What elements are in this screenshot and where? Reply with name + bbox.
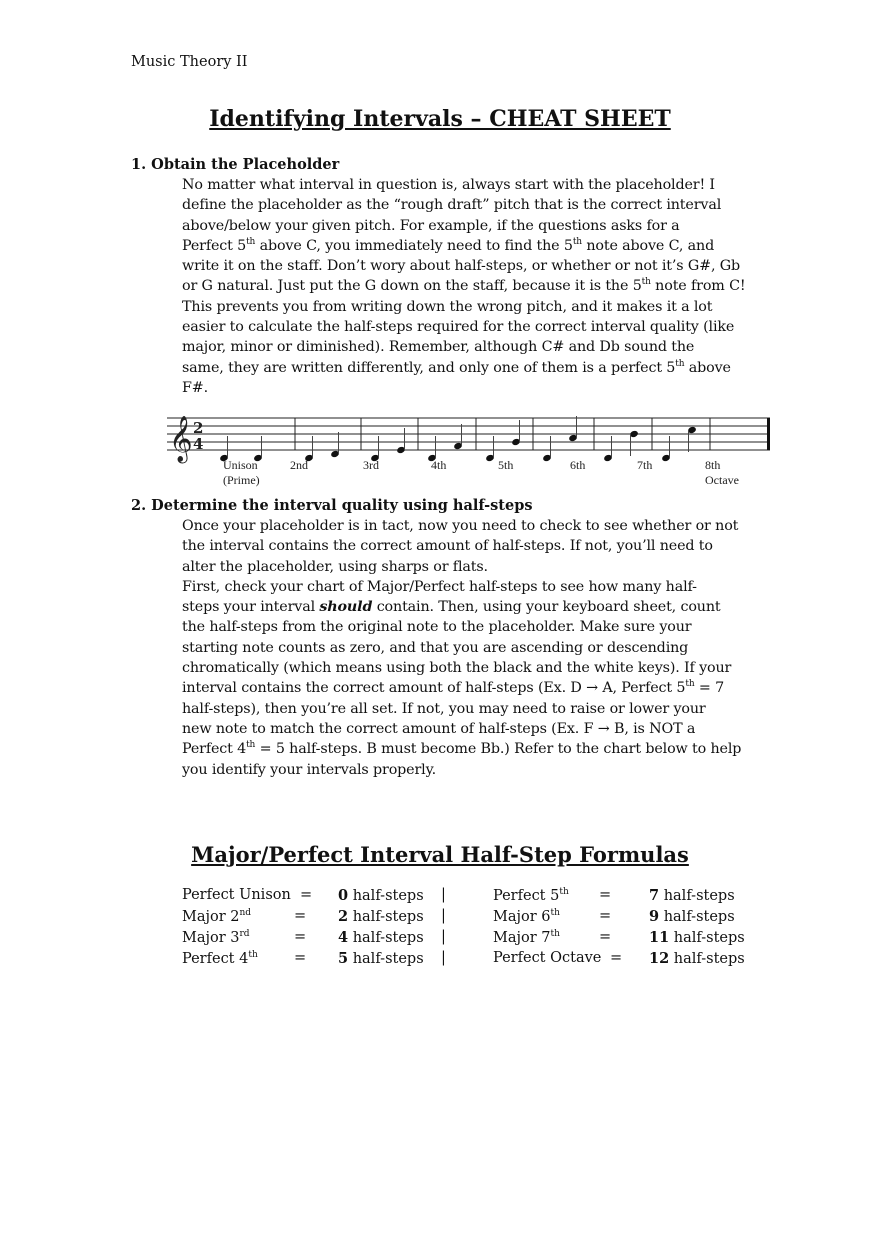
text-run: the half-steps from the original note to the placeholder. Make sure your bbox=[182, 619, 692, 636]
unit-label: half-steps bbox=[348, 888, 424, 904]
interval-name: Perfect Unison bbox=[182, 887, 291, 903]
unit-label: half-steps bbox=[669, 930, 745, 946]
superscript: th bbox=[550, 929, 560, 939]
interval-name: Perfect 4th bbox=[182, 950, 258, 967]
half-step-count bbox=[338, 908, 424, 925]
text-line bbox=[182, 760, 741, 780]
text-line bbox=[182, 358, 745, 378]
interval-label: 6th bbox=[570, 458, 586, 472]
text-run: above C, you immediately need to find the 5 bbox=[255, 237, 573, 254]
half-step-count bbox=[338, 950, 424, 967]
text-run: First, check your chart of Major/Perfect half-steps to see how many half- bbox=[182, 578, 697, 595]
text-run: half-steps), then you’re all set. If not, you may need to raise or lower your bbox=[182, 700, 706, 717]
interval-label: 4th bbox=[431, 458, 447, 472]
interval-staff-example bbox=[165, 408, 775, 494]
text-run: F#. bbox=[182, 379, 208, 396]
text-run: interval contains the correct amount of half-steps (Ex. D → A, Perfect 5 bbox=[182, 680, 686, 697]
half-step-count bbox=[649, 929, 745, 946]
text-run: define the placeholder as the “rough draft” pitch that is the correct interval bbox=[182, 197, 722, 214]
equals-sign: = bbox=[300, 887, 313, 903]
equals-sign: = bbox=[294, 908, 307, 924]
text-run: note from C! bbox=[650, 278, 746, 295]
count-value: 12 bbox=[649, 950, 670, 967]
text-line bbox=[182, 256, 745, 276]
equals-sign: = bbox=[599, 929, 612, 945]
text-run: alter the placeholder, using sharps or flats. bbox=[182, 558, 488, 575]
interval-label: 5th bbox=[498, 458, 514, 472]
text-run: the interval contains the correct amount of half-steps. If not, you’ll need to bbox=[182, 538, 713, 555]
superscript: th bbox=[685, 679, 695, 690]
equals-sign: = bbox=[599, 887, 612, 903]
count-value: 9 bbox=[649, 908, 660, 925]
interval-name: Perfect 5th bbox=[493, 887, 569, 904]
column-separator: | bbox=[441, 929, 446, 945]
text-run: same, they are written differently, and only one of them is a perfect 5 bbox=[182, 359, 676, 376]
superscript: th bbox=[675, 358, 685, 369]
text-run: No matter what interval in question is, always start with the placeholder! I bbox=[182, 177, 715, 193]
superscript: nd bbox=[239, 908, 252, 918]
text-run: write it on the staff. Don’t wory about half-steps, or whether or not it’s G#, Gb bbox=[182, 258, 741, 275]
equals-sign: = bbox=[599, 908, 612, 924]
half-step-count bbox=[649, 887, 735, 904]
emphasis: should bbox=[319, 599, 373, 616]
count-value: 7 bbox=[649, 887, 660, 904]
section-1-body bbox=[182, 175, 745, 398]
text-line bbox=[182, 236, 745, 256]
treble-clef-icon: 𝄞 bbox=[169, 416, 193, 462]
text-line bbox=[182, 557, 741, 577]
superscript: th bbox=[248, 950, 258, 960]
page-title: Identifying Intervals – CHEAT SHEET bbox=[209, 106, 671, 132]
interval-label: Octave bbox=[705, 473, 739, 487]
interval-label: 7th bbox=[637, 458, 653, 472]
text-line bbox=[182, 378, 745, 398]
text-line bbox=[182, 597, 741, 617]
unit-label: half-steps bbox=[348, 909, 424, 925]
text-line bbox=[182, 617, 741, 637]
page-header: Music Theory II bbox=[131, 54, 248, 70]
text-run: starting note counts as zero, and that you are ascending or descending bbox=[182, 639, 689, 656]
section-2-heading: 2. Determine the interval quality using half-steps bbox=[131, 497, 533, 514]
text-line bbox=[182, 317, 745, 337]
text-run: Perfect 4 bbox=[182, 741, 247, 758]
text-run: major, minor or diminished). Remember, although C# and Db sound the bbox=[182, 339, 695, 356]
text-line bbox=[182, 638, 741, 658]
text-line bbox=[182, 516, 741, 536]
count-value: 4 bbox=[338, 929, 349, 946]
superscript: rd bbox=[239, 929, 250, 939]
text-run: = 5 half-steps. B must become Bb.) Refer to the chart below to help bbox=[255, 741, 742, 758]
superscript: th bbox=[550, 908, 560, 918]
text-run: note above C, and bbox=[581, 237, 715, 254]
text-run: you identify your intervals properly. bbox=[182, 761, 436, 778]
column-separator: | bbox=[441, 887, 446, 903]
unit-label: half-steps bbox=[348, 930, 424, 946]
count-value: 11 bbox=[649, 929, 670, 946]
text-line bbox=[182, 297, 745, 317]
text-line bbox=[182, 536, 741, 556]
superscript: th bbox=[246, 237, 256, 248]
superscript: th bbox=[559, 887, 569, 897]
unit-label: half-steps bbox=[659, 888, 735, 904]
column-separator: | bbox=[441, 950, 446, 966]
half-step-count bbox=[649, 908, 735, 925]
interval-name: Major 2nd bbox=[182, 908, 252, 925]
interval-name: Major 7th bbox=[493, 929, 560, 946]
text-line bbox=[182, 739, 741, 759]
text-line bbox=[182, 337, 745, 357]
text-run: chromatically (which means using both the black and the white keys). If your bbox=[182, 660, 732, 677]
text-line bbox=[182, 719, 741, 739]
interval-name: Major 3rd bbox=[182, 929, 250, 946]
section-1-heading: 1. Obtain the Placeholder bbox=[131, 156, 340, 173]
interval-name: Perfect Octave bbox=[493, 950, 602, 966]
interval-label: (Prime) bbox=[223, 473, 260, 487]
text-run: steps your interval bbox=[182, 599, 320, 616]
text-line bbox=[182, 699, 741, 719]
count-value: 0 bbox=[338, 887, 349, 904]
text-run: above bbox=[684, 359, 731, 376]
interval-label: 8th bbox=[705, 458, 721, 472]
time-signature-top: 2 bbox=[193, 419, 204, 437]
interval-name: Major 6th bbox=[493, 908, 560, 925]
half-step-count bbox=[649, 950, 745, 967]
text-run: This prevents you from writing down the wrong pitch, and it makes it a lot bbox=[182, 298, 713, 315]
text-run: contain. Then, using your keyboard sheet, count bbox=[372, 599, 721, 616]
superscript: th bbox=[572, 237, 582, 248]
text-line bbox=[182, 577, 741, 597]
equals-sign: = bbox=[294, 950, 307, 966]
equals-sign: = bbox=[610, 950, 623, 966]
text-line bbox=[182, 658, 741, 678]
unit-label: half-steps bbox=[348, 951, 424, 967]
text-run: new note to match the correct amount of half-steps (Ex. F → B, is NOT a bbox=[182, 720, 696, 737]
text-line bbox=[182, 195, 745, 215]
section-2-body bbox=[182, 516, 741, 780]
text-run: easier to calculate the half-steps required for the correct interval quality (like bbox=[182, 319, 735, 336]
equals-sign: = bbox=[294, 929, 307, 945]
superscript: th bbox=[641, 277, 651, 288]
half-step-count bbox=[338, 929, 424, 946]
text-run: above/below your given pitch. For example, if the questions asks for a bbox=[182, 217, 680, 234]
final-barline bbox=[767, 418, 770, 450]
interval-label: 2nd bbox=[290, 458, 308, 472]
text-line bbox=[182, 175, 745, 195]
superscript: th bbox=[246, 740, 256, 751]
text-line bbox=[182, 678, 741, 698]
text-run: Once your placeholder is in tact, now you need to check to see whether or not bbox=[182, 518, 739, 534]
count-value: 5 bbox=[338, 950, 349, 967]
text-line bbox=[182, 276, 745, 296]
interval-label: 3rd bbox=[363, 458, 379, 472]
text-run: = 7 bbox=[694, 680, 725, 697]
interval-label: Unison bbox=[223, 458, 258, 472]
column-separator: | bbox=[441, 908, 446, 924]
unit-label: half-steps bbox=[669, 951, 745, 967]
unit-label: half-steps bbox=[659, 909, 735, 925]
count-value: 2 bbox=[338, 908, 349, 925]
text-line bbox=[182, 216, 745, 236]
text-run: Perfect 5 bbox=[182, 237, 247, 254]
half-step-count bbox=[338, 887, 424, 904]
formulas-title: Major/Perfect Interval Half-Step Formulas bbox=[191, 842, 689, 867]
text-run: or G natural. Just put the G down on the staff, because it is the 5 bbox=[182, 278, 642, 295]
time-signature-bottom: 4 bbox=[193, 435, 204, 453]
